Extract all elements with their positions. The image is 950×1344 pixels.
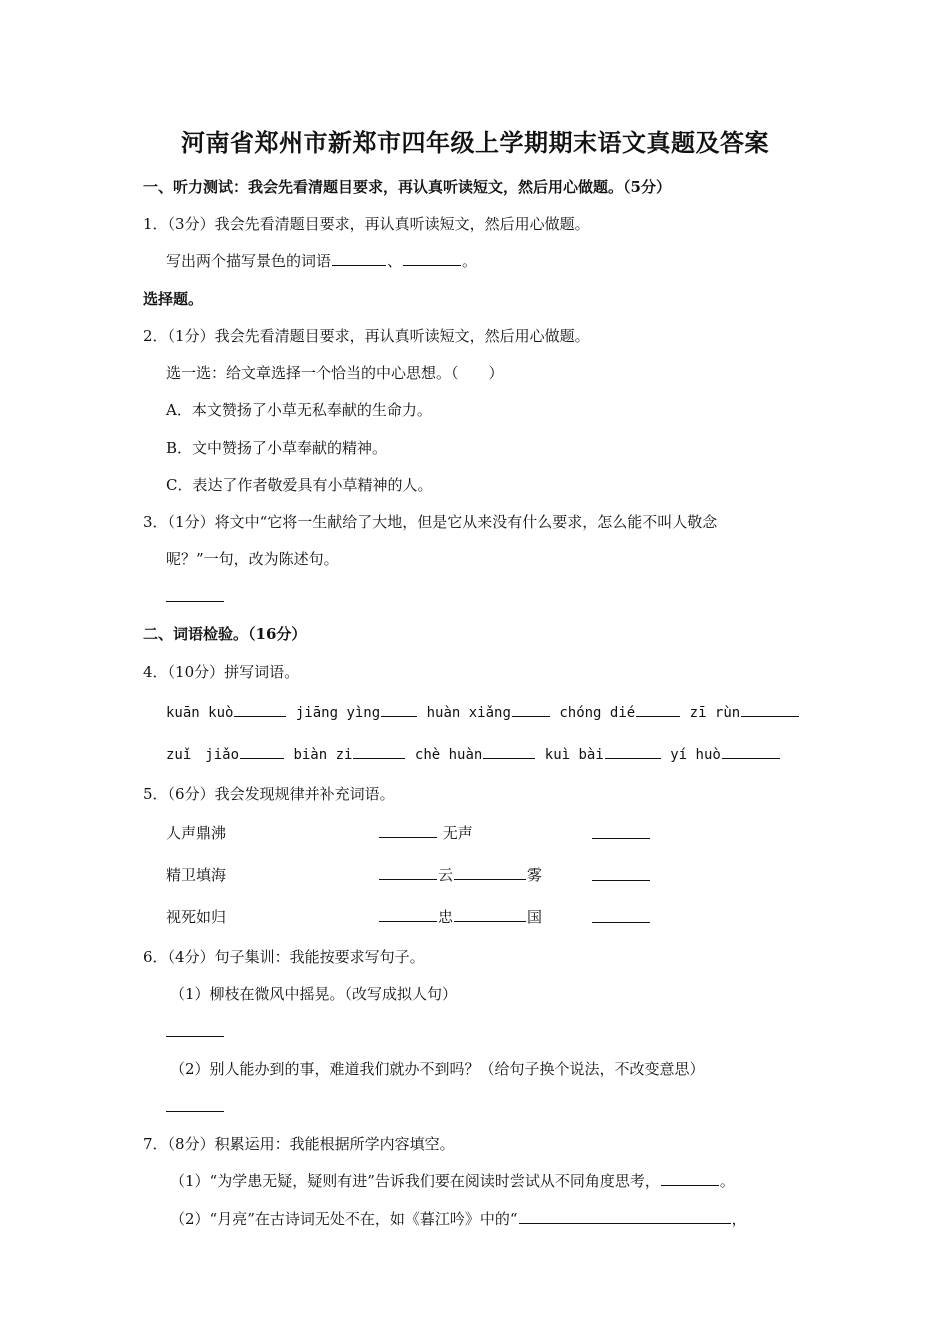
q5-mid: 忠 [438, 908, 454, 926]
q5-row-1-pattern [378, 822, 473, 843]
q5-mid: 云 [438, 866, 454, 884]
q7-sub-2-text: （2）“月亮”在古诗词无处不在，如《暮江吟》中的“ [170, 1210, 518, 1228]
q3-number: 3． [143, 513, 168, 531]
q7-sub-1-end: 。 [719, 1172, 735, 1190]
q5-answer-blank[interactable] [592, 922, 650, 923]
pinyin-blank[interactable] [483, 744, 535, 759]
pinyin-blank[interactable] [240, 744, 284, 759]
pinyin-4: chóng dié [559, 705, 636, 721]
q3-text-2: 呢？”一句，改为陈述句。 [166, 550, 339, 568]
q6-text: （4分）句子集训：我能按要求写句子。 [167, 948, 425, 966]
q2-text: （1分）我会先看清题目要求，再认真听读短文，然后用心做题。 [167, 327, 590, 345]
q1-blank-2[interactable] [403, 251, 461, 266]
q5-row-2-word: 精卫填海 [166, 866, 227, 884]
page-title: 河南省郑州市新郑市四年级上学期期末语文真题及答案 [181, 128, 769, 157]
pinyin-blank[interactable] [722, 744, 780, 759]
q7-sub-1 [170, 1170, 735, 1191]
q1-text: （3分）我会先看清题目要求，再认真听读短文，然后用心做题。 [167, 215, 590, 233]
section-2-heading: 二、词语检验。（16分） [143, 625, 307, 643]
q6-number: 6． [143, 948, 168, 966]
choice-heading: 选择题。 [143, 290, 204, 308]
pinyin-blank[interactable] [353, 744, 405, 759]
pinyin-1: kuān kuò [166, 705, 234, 721]
q1-blank-1[interactable] [332, 251, 386, 266]
q5-mid: 雾 [527, 866, 543, 884]
q6-answer-line-2[interactable] [166, 1111, 224, 1112]
pinyin-8: chè huàn [414, 747, 483, 763]
q5-row-3-word: 视死如归 [166, 908, 227, 926]
q1-end: 。 [462, 252, 478, 270]
q5-blank[interactable] [454, 907, 526, 922]
q7-blank-1[interactable] [661, 1171, 719, 1186]
q5-row-3-pattern [378, 906, 542, 927]
q4-row-2 [166, 744, 781, 764]
q3-answer-line[interactable] [166, 601, 224, 602]
q7-number: 7． [143, 1135, 168, 1153]
q5-line [143, 783, 395, 804]
q1-sub [166, 250, 477, 271]
q7-line [143, 1133, 455, 1154]
q5-blank[interactable] [379, 865, 437, 880]
q6-answer-line-1[interactable] [166, 1036, 224, 1037]
q2-prompt: 选一选：给文章选择一个恰当的中心思想。（ ） [166, 364, 504, 382]
q4-row-1 [166, 702, 800, 721]
q5-answer-blank[interactable] [592, 880, 650, 881]
pinyin-9: kuì bài [544, 747, 604, 763]
q2-option-b[interactable]: B．文中赞扬了小草奉献的精神。 [166, 439, 388, 457]
q6-line [143, 946, 425, 967]
pinyin-blank[interactable] [636, 702, 680, 717]
q7-sub-2-end: ， [731, 1210, 747, 1228]
q3-line [143, 511, 717, 532]
q5-mid: 国 [527, 908, 543, 926]
q7-sub-1-text: （1）“为学患无疑，疑则有进”告诉我们要在阅读时尝试从不同角度思考， [170, 1172, 660, 1190]
pinyin-2: jiāng yìng [295, 705, 381, 721]
q5-number: 5． [143, 785, 168, 803]
pinyin-5: zī rùn [689, 705, 741, 721]
q6-sub-2: （2）别人能办到的事，难道我们就办不到吗？（给句子换个说法，不改变意思） [170, 1060, 705, 1078]
q3-text-1: （1分）将文中“它将一生献给了大地，但是它从来没有什么要求，怎么能不叫人敬念 [167, 513, 718, 531]
q2-option-c[interactable]: C．表达了作者敬爱具有小草精神的人。 [166, 476, 433, 494]
q1-line [143, 213, 590, 234]
q5-text: （6分）我会发现规律并补充词语。 [167, 785, 395, 803]
pinyin-3: huàn xiǎng [426, 705, 511, 721]
q7-text: （8分）积累运用：我能根据所学内容填空。 [167, 1135, 455, 1153]
q5-row-1-word: 人声鼎沸 [166, 824, 227, 842]
pinyin-blank[interactable] [234, 702, 286, 717]
pinyin-blank[interactable] [741, 702, 799, 717]
pinyin-blank[interactable] [605, 744, 661, 759]
q4-number: 4． [143, 663, 168, 681]
q1-number: 1． [143, 215, 168, 233]
q2-option-a[interactable]: A．本文赞扬了小草无私奉献的生命力。 [166, 401, 432, 419]
q5-row-2-pattern [378, 864, 542, 885]
q1-sep: 、 [387, 252, 403, 270]
q5-answer-blank[interactable] [592, 838, 650, 839]
pinyin-10: yí huò [670, 747, 721, 763]
q2-line [143, 325, 590, 346]
q6-sub-1: （1）柳枝在微风中摇晃。（改写成拟人句） [170, 985, 458, 1003]
pinyin-6: zuǐ jiǎo [166, 747, 240, 763]
q7-blank-2[interactable] [519, 1209, 731, 1224]
section-1-heading: 一、听力测试：我会先看清题目要求，再认真听读短文，然后用心做题。（5分） [143, 178, 671, 196]
q5-blank[interactable] [379, 823, 437, 838]
pinyin-blank[interactable] [512, 702, 550, 717]
q5-mid: 无声 [442, 824, 473, 842]
pinyin-7: biàn zi [293, 747, 353, 763]
q2-number: 2． [143, 327, 168, 345]
q5-blank[interactable] [454, 865, 526, 880]
q4-text: （10分）拼写词语。 [167, 663, 300, 681]
q1-sub-text: 写出两个描写景色的词语 [166, 252, 332, 270]
pinyin-blank[interactable] [381, 702, 417, 717]
q5-blank[interactable] [379, 907, 437, 922]
q4-line [143, 661, 299, 682]
q7-sub-2 [170, 1208, 747, 1229]
